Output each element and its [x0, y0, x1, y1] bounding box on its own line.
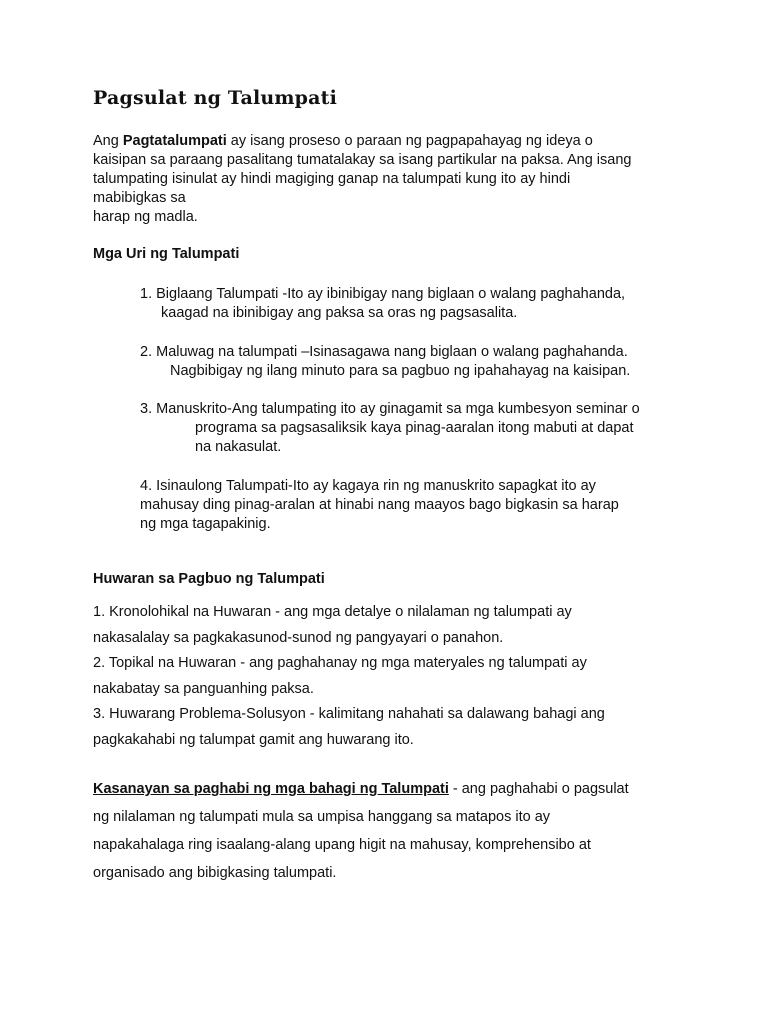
intro-line-3: talumpating isinulat ay hindi magiging ganap na talumpati kung ito ay hindi [93, 171, 571, 187]
intro-paragraph [93, 132, 713, 227]
uri-item-1 [140, 285, 625, 323]
kasanayan-line-3: napakahalaga ring isaalang-alang upang higit na mahusay, komprehensibo at [93, 837, 591, 853]
intro-prefix: Ang [93, 133, 123, 149]
uri-item-3 [140, 400, 640, 457]
uri-item-2-line-1: 2. Maluwag na talumpati –Isinasagawa nang biglaan o walang paghahanda. [140, 344, 628, 360]
uri-item-4-line-1: 4. Isinaulong Talumpati-Ito ay kagaya rin ng manuskrito sapagkat ito ay [140, 478, 596, 494]
huwaran-list [93, 600, 605, 753]
huwaran-line-5: 3. Huwarang Problema-Solusyon - kalimitang nahahati sa dalawang bahagi ang [93, 706, 605, 722]
uri-item-4 [140, 477, 619, 534]
kasanayan-paragraph [93, 775, 629, 887]
uri-item-3-line-2: programa sa pagsasaliksik kaya pinag-aaralan itong mabuti at dapat [195, 420, 634, 436]
intro-line-1 [93, 132, 713, 151]
kasanayan-term: Kasanayan sa paghabi ng mga bahagi ng Talumpati [93, 781, 449, 797]
uri-item-2-line-2: Nagbibigay ng ilang minuto para sa pagbuo ng ipahahayag na kaisipan. [170, 363, 631, 379]
huwaran-line-2: nakasalalay sa pagkakasunod-sunod ng pangyayari o panahon. [93, 629, 504, 646]
huwaran-line-4: nakabatay sa panguanhing paksa. [93, 680, 314, 697]
uri-item-4-line-3: ng mga tagapakinig. [140, 516, 271, 532]
uri-heading: Mga Uri ng Talumpati [93, 246, 240, 262]
uri-item-4-line-2: mahusay ding pinag-aralan at hinabi nang maayos bago bigkasin sa harap [140, 497, 619, 513]
huwaran-line-6: pagkakahabi ng talumpat gamit ang huwarang ito. [93, 731, 414, 748]
intro-line-5: harap ng madla. [93, 209, 198, 225]
kasanayan-line-4: organisado ang bibigkasing talumpati. [93, 865, 337, 881]
huwaran-heading: Huwaran sa Pagbuo ng Talumpati [93, 571, 325, 587]
uri-item-3-line-1: 3. Manuskrito-Ang talumpating ito ay ginagamit sa mga kumbesyon seminar o [140, 401, 640, 417]
huwaran-line-3: 2. Topikal na Huwaran - ang paghahanay ng mga materyales ng talumpati ay [93, 655, 587, 671]
intro-line-4: mabibigkas sa [93, 190, 186, 206]
intro-line-2: kaisipan sa paraang pasalitang tumatalakay sa isang partikular na paksa. Ang isang [93, 152, 632, 168]
uri-item-3-line-3: na nakasulat. [195, 439, 282, 455]
kasanayan-line-2: ng nilalaman ng talumpati mula sa umpisa hanggang sa matapos ito ay [93, 809, 551, 825]
uri-item-1-line-2: kaagad na ibinibigay ang paksa sa oras ng pagsasalita. [161, 305, 518, 321]
uri-item-1-line-1: 1. Biglaang Talumpati -Ito ay ibinibigay nang biglaan o walang paghahanda, [140, 286, 626, 302]
kasanayan-line-1-rest: - ang paghahabi o pagsulat [448, 781, 629, 797]
intro-term: Pagtatalumpati [122, 133, 227, 149]
document-title: Pagsulat ng Talumpati [93, 87, 338, 109]
kasanayan-line-1 [93, 775, 629, 803]
huwaran-line-1: 1. Kronolohikal na Huwaran - ang mga detalye o nilalaman ng talumpati ay [93, 604, 572, 620]
uri-item-2 [140, 343, 630, 381]
intro-line-1-rest: ay isang proseso o paraan ng pagpapahayag ng ideya o [226, 133, 593, 149]
